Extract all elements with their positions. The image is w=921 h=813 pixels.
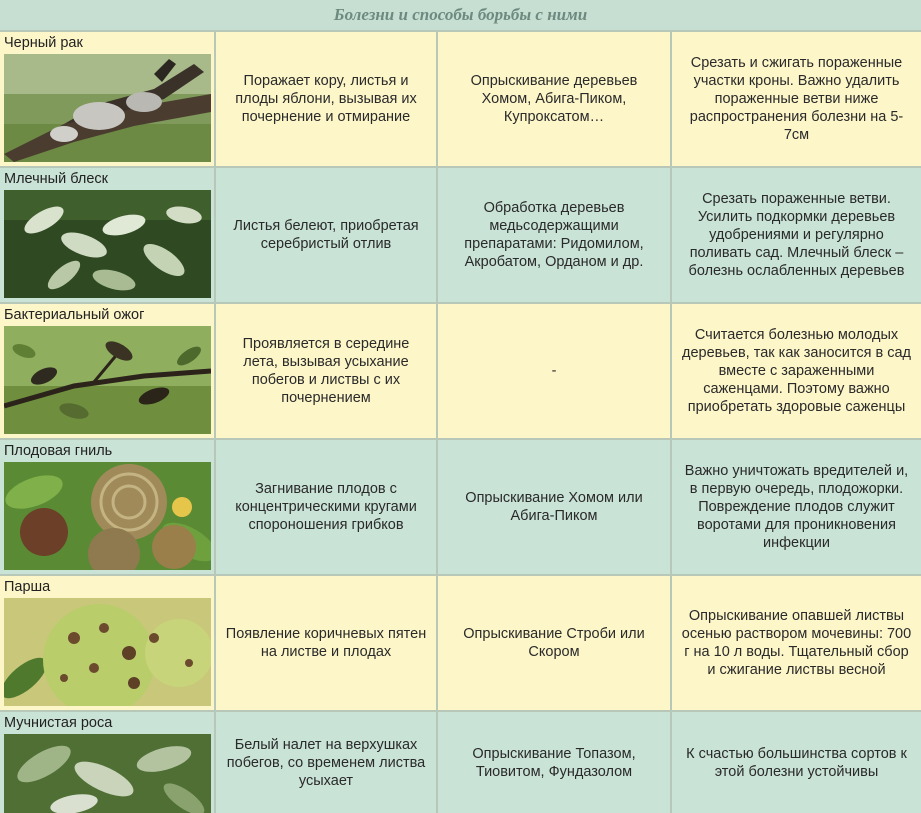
disease-name: Бактериальный ожог xyxy=(4,307,145,323)
disease-row xyxy=(0,712,921,813)
table-title: Болезни и способы борьбы с ними xyxy=(0,0,921,30)
disease-name-cell xyxy=(0,576,216,710)
measures-cell: Считается болезнью молодых деревьев, так как заносится в сад вместе с зараженными саженцами. Поэтому важно приобретать здоровые саженцы xyxy=(672,304,921,438)
treatment-cell: - xyxy=(438,304,672,438)
measures-cell: Опрыскивание опавшей листвы осенью раствором мочевины: 700 г на 10 л воды. Тщательный сбор и сжигание листвы весной xyxy=(672,576,921,710)
scab-apple-photo xyxy=(4,598,211,706)
symptoms-cell: Белый налет на верхушках побегов, со временем листва усыхает xyxy=(216,712,438,813)
disease-name-cell xyxy=(0,712,216,813)
measures-cell: Срезать пораженные ветви. Усилить подкормки деревьев удобрениями и регулярно поливать сад. Млечный блеск – болезнь ослабленных деревьев xyxy=(672,168,921,302)
disease-name-cell xyxy=(0,304,216,438)
treatment-cell: Обработка деревьев медьсодержащими препаратами: Ридомилом, Акробатом, Орданом и др. xyxy=(438,168,672,302)
disease-name-cell xyxy=(0,32,216,166)
silver-leaf-photo xyxy=(4,190,211,298)
treatment-cell: Опрыскивание Топазом, Тиовитом, Фундазолом xyxy=(438,712,672,813)
disease-name: Мучнистая роса xyxy=(4,715,113,731)
fruit-rot-photo xyxy=(4,462,211,570)
measures-cell: Срезать и сжигать пораженные участки кроны. Важно удалить пораженные ветви ниже распространения болезни на 5-7см xyxy=(672,32,921,166)
symptoms-cell: Листья белеют, приобретая серебристый отлив xyxy=(216,168,438,302)
disease-row xyxy=(0,32,921,166)
disease-row xyxy=(0,576,921,710)
fire-blight-photo xyxy=(4,326,211,434)
disease-name-cell xyxy=(0,440,216,574)
disease-name-cell xyxy=(0,168,216,302)
disease-row xyxy=(0,168,921,302)
disease-name: Парша xyxy=(4,579,51,595)
treatment-cell: Опрыскивание деревьев Хомом, Абига-Пиком, Купроксатом… xyxy=(438,32,672,166)
powdery-mildew-photo xyxy=(4,734,211,813)
symptoms-cell: Загнивание плодов с концентрическими кругами спороношения грибков xyxy=(216,440,438,574)
measures-cell: К счастью большинства сортов к этой болезни устойчивы xyxy=(672,712,921,813)
disease-row xyxy=(0,440,921,574)
disease-row xyxy=(0,304,921,438)
black-canker-branch-photo xyxy=(4,54,211,162)
measures-cell: Важно уничтожать вредителей и, в первую очередь, плодожорки. Повреждение плодов служит воротами для проникновения инфекции xyxy=(672,440,921,574)
treatment-cell: Опрыскивание Строби или Скором xyxy=(438,576,672,710)
disease-name: Плодовая гниль xyxy=(4,443,113,459)
disease-name: Млечный блеск xyxy=(4,171,109,187)
symptoms-cell: Проявляется в середине лета, вызывая усыхание побегов и листвы с их почернением xyxy=(216,304,438,438)
symptoms-cell: Поражает кору, листья и плоды яблони, вызывая их почернение и отмирание xyxy=(216,32,438,166)
symptoms-cell: Появление коричневых пятен на листве и плодах xyxy=(216,576,438,710)
disease-name: Черный рак xyxy=(4,35,83,51)
treatment-cell: Опрыскивание Хомом или Абига-Пиком xyxy=(438,440,672,574)
